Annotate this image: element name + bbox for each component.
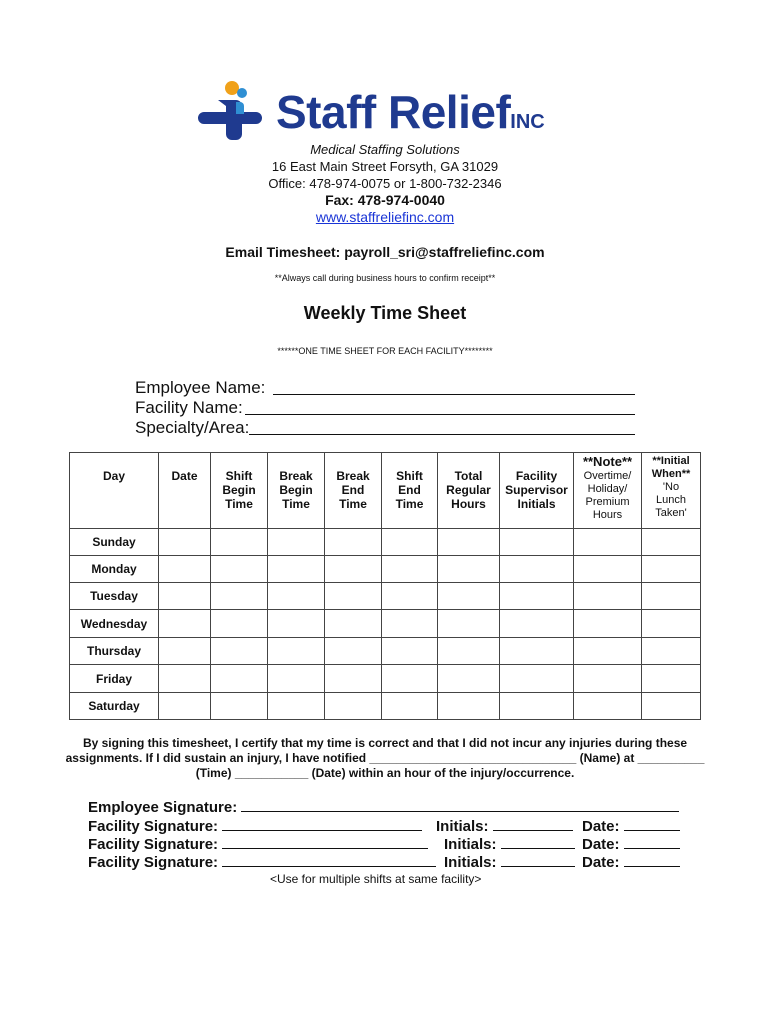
staff-relief-logo-icon	[196, 80, 266, 144]
initials-line[interactable]	[493, 818, 573, 831]
time-entry-cell[interactable]	[382, 610, 438, 638]
time-entry-cell[interactable]	[574, 610, 642, 638]
day-label: Friday	[70, 665, 159, 693]
day-label: Thursday	[70, 638, 159, 665]
facility-signature-label: Facility Signature:	[88, 818, 219, 835]
time-entry-cell[interactable]	[159, 556, 211, 583]
website-link[interactable]: www.staffreliefinc.com	[315, 209, 455, 225]
facility-signature-line[interactable]	[222, 854, 436, 867]
company-name: Staff ReliefINC	[276, 86, 545, 138]
time-entry-cell[interactable]	[268, 665, 325, 693]
date-line[interactable]	[624, 854, 680, 867]
initials-field[interactable]	[436, 818, 573, 835]
time-entry-cell[interactable]	[382, 638, 438, 665]
company-logo	[196, 80, 586, 144]
time-entry-cell[interactable]	[325, 610, 382, 638]
facility-signature-label: Facility Signature:	[88, 854, 219, 871]
time-entry-cell[interactable]	[268, 583, 325, 610]
time-entry-cell[interactable]	[642, 583, 701, 610]
time-entry-cell[interactable]	[438, 556, 500, 583]
header-break-begin: Break Begin Time	[268, 453, 325, 529]
time-entry-cell[interactable]	[159, 665, 211, 693]
time-entry-cell[interactable]	[642, 556, 701, 583]
facility-signature-line[interactable]	[222, 836, 428, 849]
date-label: Date:	[582, 818, 620, 835]
time-entry-cell[interactable]	[382, 693, 438, 720]
time-entry-cell[interactable]	[642, 638, 701, 665]
date-label: Date:	[582, 836, 620, 853]
table-row	[70, 529, 701, 556]
time-entry-cell[interactable]	[500, 610, 574, 638]
time-entry-cell[interactable]	[325, 556, 382, 583]
time-entry-cell[interactable]	[500, 638, 574, 665]
time-entry-cell[interactable]	[500, 556, 574, 583]
certification-line: By signing this timesheet, I certify that my time is correct and that I did not incur any injuries during these	[82, 736, 688, 750]
header-break-end: Break End Time	[325, 453, 382, 529]
email-timesheet: Email Timesheet: payroll_sri@staffreliefinc.com	[225, 244, 545, 260]
one-sheet-note: ******ONE TIME SHEET FOR EACH FACILITY********	[277, 346, 493, 356]
date-field[interactable]	[582, 836, 680, 853]
time-entry-cell[interactable]	[325, 583, 382, 610]
employee-name-field[interactable]	[135, 378, 635, 398]
office-phone: Office: 478-974-0075 or 1-800-732-2346	[268, 176, 502, 191]
employee-signature-field[interactable]	[88, 799, 679, 816]
facility-signature-line[interactable]	[222, 818, 422, 831]
time-entry-cell[interactable]	[574, 556, 642, 583]
table-row	[70, 583, 701, 610]
time-entry-cell[interactable]	[574, 529, 642, 556]
time-entry-cell[interactable]	[211, 610, 268, 638]
employee-name-line[interactable]	[273, 394, 635, 395]
time-entry-cell[interactable]	[642, 665, 701, 693]
time-entry-cell[interactable]	[211, 638, 268, 665]
fax-number: Fax: 478-974-0040	[325, 192, 445, 208]
employee-name-label: Employee Name:	[135, 378, 266, 397]
time-entry-cell[interactable]	[159, 583, 211, 610]
time-entry-cell[interactable]	[382, 583, 438, 610]
day-label: Wednesday	[70, 610, 159, 638]
time-entry-cell[interactable]	[574, 665, 642, 693]
table-header-row	[70, 453, 701, 529]
initials-label: Initials:	[444, 836, 497, 853]
certification-line: assignments. If I did sustain an injury, I have notified _______________________________ (Name) at __________	[65, 751, 705, 765]
initials-label: Initials:	[444, 854, 497, 871]
time-entry-cell[interactable]	[325, 529, 382, 556]
time-entry-cell[interactable]	[574, 583, 642, 610]
employee-signature-line[interactable]	[241, 799, 679, 812]
facility-signature-field[interactable]	[88, 854, 436, 871]
time-entry-cell[interactable]	[159, 529, 211, 556]
time-entry-cell[interactable]	[159, 638, 211, 665]
time-entry-cell[interactable]	[325, 638, 382, 665]
time-entry-cell[interactable]	[642, 693, 701, 720]
initials-line[interactable]	[501, 836, 575, 849]
specialty-area-field[interactable]	[135, 418, 635, 438]
header-date: Date	[159, 453, 211, 529]
initials-field[interactable]	[444, 854, 575, 871]
header-total-hours: Total Regular Hours	[438, 453, 500, 529]
day-label: Tuesday	[70, 583, 159, 610]
date-label: Date:	[582, 854, 620, 871]
time-entry-cell[interactable]	[211, 529, 268, 556]
header-initial-when: **Initial When** 'No Lunch Taken'	[642, 453, 701, 529]
time-entry-cell[interactable]	[382, 529, 438, 556]
header-facility-initials: Facility Supervisor Initials	[500, 453, 574, 529]
tagline: Medical Staffing Solutions	[310, 142, 460, 157]
facility-name-field[interactable]	[135, 398, 635, 418]
time-entry-cell[interactable]	[211, 693, 268, 720]
time-entry-cell[interactable]	[500, 529, 574, 556]
initials-label: Initials:	[436, 818, 489, 835]
time-entry-cell[interactable]	[268, 638, 325, 665]
time-entry-cell[interactable]	[500, 583, 574, 610]
table-row	[70, 556, 701, 583]
timesheet-table	[69, 452, 701, 720]
facility-signature-label: Facility Signature:	[88, 836, 219, 853]
specialty-area-line[interactable]	[249, 434, 635, 435]
table-row	[70, 665, 701, 693]
specialty-area-label: Specialty/Area:	[135, 418, 250, 437]
day-label: Saturday	[70, 693, 159, 720]
initials-field[interactable]	[444, 836, 575, 853]
facility-signature-field[interactable]	[88, 818, 422, 835]
header-shift-end: Shift End Time	[382, 453, 438, 529]
time-entry-cell[interactable]	[642, 610, 701, 638]
time-entry-cell[interactable]	[382, 556, 438, 583]
multiple-shifts-note: <Use for multiple shifts at same facility>	[270, 872, 482, 886]
day-label: Sunday	[70, 529, 159, 556]
time-entry-cell[interactable]	[438, 583, 500, 610]
time-entry-cell[interactable]	[382, 665, 438, 693]
employee-signature-label: Employee Signature:	[88, 799, 238, 816]
time-entry-cell[interactable]	[325, 693, 382, 720]
time-entry-cell[interactable]	[438, 529, 500, 556]
time-entry-cell[interactable]	[500, 665, 574, 693]
time-entry-cell[interactable]	[642, 529, 701, 556]
header-note: **Note** Overtime/ Holiday/ Premium Hours	[574, 453, 642, 529]
time-entry-cell[interactable]	[159, 610, 211, 638]
confirm-note: **Always call during business hours to confirm receipt**	[274, 273, 496, 283]
time-entry-cell[interactable]	[438, 693, 500, 720]
header-day: Day	[70, 453, 159, 529]
page-title: Weekly Time Sheet	[303, 303, 467, 323]
time-entry-cell[interactable]	[268, 556, 325, 583]
time-entry-cell[interactable]	[325, 665, 382, 693]
time-entry-cell[interactable]	[574, 693, 642, 720]
time-entry-cell[interactable]	[211, 583, 268, 610]
table-row	[70, 638, 701, 665]
facility-name-label: Facility Name:	[135, 398, 243, 417]
facility-signature-field[interactable]	[88, 836, 428, 853]
initials-line[interactable]	[501, 854, 575, 867]
company-address: 16 East Main Street Forsyth, GA 31029	[271, 159, 499, 174]
time-entry-cell[interactable]	[211, 556, 268, 583]
table-row	[70, 610, 701, 638]
time-entry-cell[interactable]	[268, 693, 325, 720]
time-entry-cell[interactable]	[500, 693, 574, 720]
table-row	[70, 693, 701, 720]
time-entry-cell[interactable]	[438, 638, 500, 665]
date-field[interactable]	[582, 818, 680, 835]
date-line[interactable]	[624, 818, 680, 831]
day-label: Monday	[70, 556, 159, 583]
time-entry-cell[interactable]	[211, 665, 268, 693]
date-field[interactable]	[582, 854, 680, 871]
time-entry-cell[interactable]	[268, 610, 325, 638]
certification-text	[40, 736, 730, 781]
header-shift-begin: Shift Begin Time	[211, 453, 268, 529]
time-entry-cell[interactable]	[159, 693, 211, 720]
date-line[interactable]	[624, 836, 680, 849]
facility-name-line[interactable]	[245, 414, 635, 415]
time-entry-cell[interactable]	[438, 665, 500, 693]
certification-line: (Time) ___________ (Date) within an hour of the injury/occurrence.	[195, 766, 575, 780]
time-entry-cell[interactable]	[574, 638, 642, 665]
time-entry-cell[interactable]	[438, 610, 500, 638]
time-entry-cell[interactable]	[268, 529, 325, 556]
